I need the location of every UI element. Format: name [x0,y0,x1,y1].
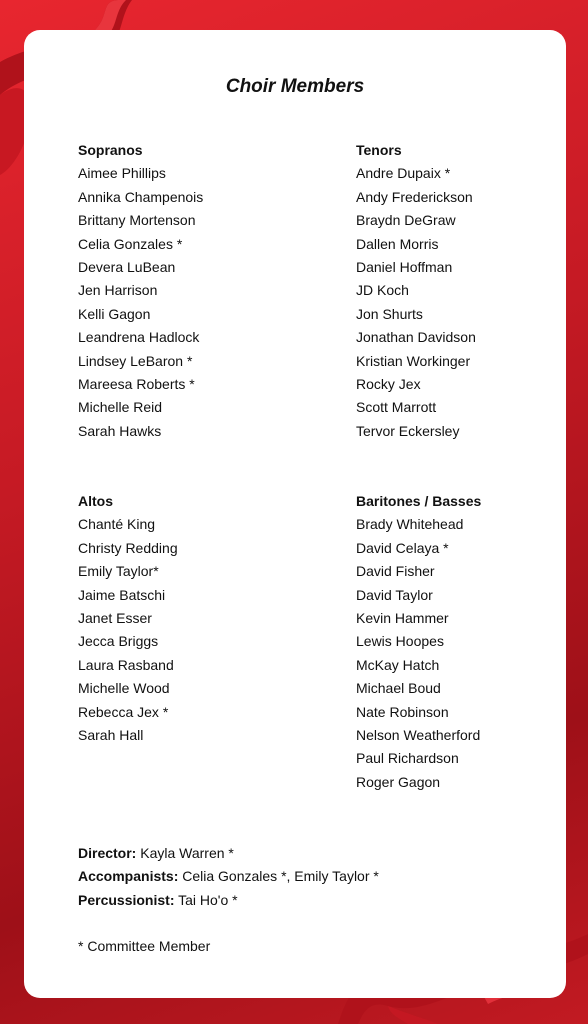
committee-footnote: * Committee Member [78,938,211,954]
member-name: Celia Gonzales * [78,235,183,252]
altos-section [78,490,178,747]
director-value: Kayla Warren * [136,845,234,861]
sopranos-section [78,139,203,443]
member-name: Nate Robinson [356,703,449,720]
section-heading-baritones: Baritones / Basses [356,493,482,509]
member-name: Michael Boud [356,680,441,697]
member-name: Leandrena Hadlock [78,329,200,346]
percussionist-value: Tai Ho'o * [174,891,238,908]
percussionist-label: Percussionist: [78,891,175,908]
member-name: Braydn DeGraw [356,212,456,229]
percussionist-line [78,889,379,912]
section-heading-tenors: Tenors [356,142,402,158]
member-name: Jen Harrison [78,282,158,299]
director-label: Director: [78,845,137,861]
member-name: Rebecca Jex * [78,703,169,720]
member-name: Kevin Hammer [356,609,449,626]
baritones-section [356,490,481,794]
member-name: Jaime Batschi [78,586,166,603]
accompanists-value: Celia Gonzales *, Emily Taylor * [178,868,379,885]
member-name: Nelson Weatherford [356,726,481,743]
member-name: Roger Gagon [356,773,441,790]
member-name: Michelle Wood [78,680,170,697]
member-name: Lewis Hoopes [356,633,444,650]
member-name: Michelle Reid [78,399,163,416]
member-name: Annika Champenois [78,188,204,205]
member-name: Kelli Gagon [78,305,151,322]
member-name: Rocky Jex [356,375,421,392]
member-name: Mareesa Roberts * [78,375,195,392]
member-name: Janet Esser [78,609,152,626]
member-name: Sarah Hall [78,726,144,743]
member-name: Devera LuBean [78,258,176,275]
member-name: Andre Dupaix * [356,165,451,182]
tenors-section [356,139,476,443]
member-name: Aimee Phillips [78,165,166,182]
member-name: David Taylor [356,586,433,603]
credits [78,842,379,912]
member-name: Dallen Morris [356,235,439,252]
member-name: Christy Redding [78,539,178,556]
director-line [78,842,379,865]
member-name: Kristian Workinger [356,352,471,369]
member-name: Jecca Briggs [78,633,159,650]
section-heading-altos: Altos [78,493,113,509]
member-name: Emily Taylor* [78,563,159,580]
member-name: Laura Rasband [78,656,174,673]
member-name: Daniel Hoffman [356,258,453,275]
member-name: Jon Shurts [356,305,423,322]
page-title: Choir Members [225,76,365,97]
member-name: Tervor Eckersley [356,422,460,439]
accompanists-line [78,865,379,888]
member-card [24,30,566,998]
member-name: Brittany Mortenson [78,212,196,229]
member-name: McKay Hatch [356,656,440,673]
section-heading-sopranos: Sopranos [78,142,143,158]
member-name: Chanté King [78,516,156,533]
member-name: David Celaya * [356,539,449,556]
member-name: JD Koch [356,282,409,299]
member-name: Paul Richardson [356,750,459,767]
member-name: Brady Whitehead [356,516,464,533]
member-name: Jonathan Davidson [356,329,476,346]
member-name: Lindsey LeBaron * [78,352,193,369]
member-name: Scott Marrott [356,399,437,416]
member-name: Sarah Hawks [78,422,162,439]
member-name: David Fisher [356,563,435,580]
accompanists-label: Accompanists: [78,868,179,885]
member-name: Andy Frederickson [356,188,473,205]
